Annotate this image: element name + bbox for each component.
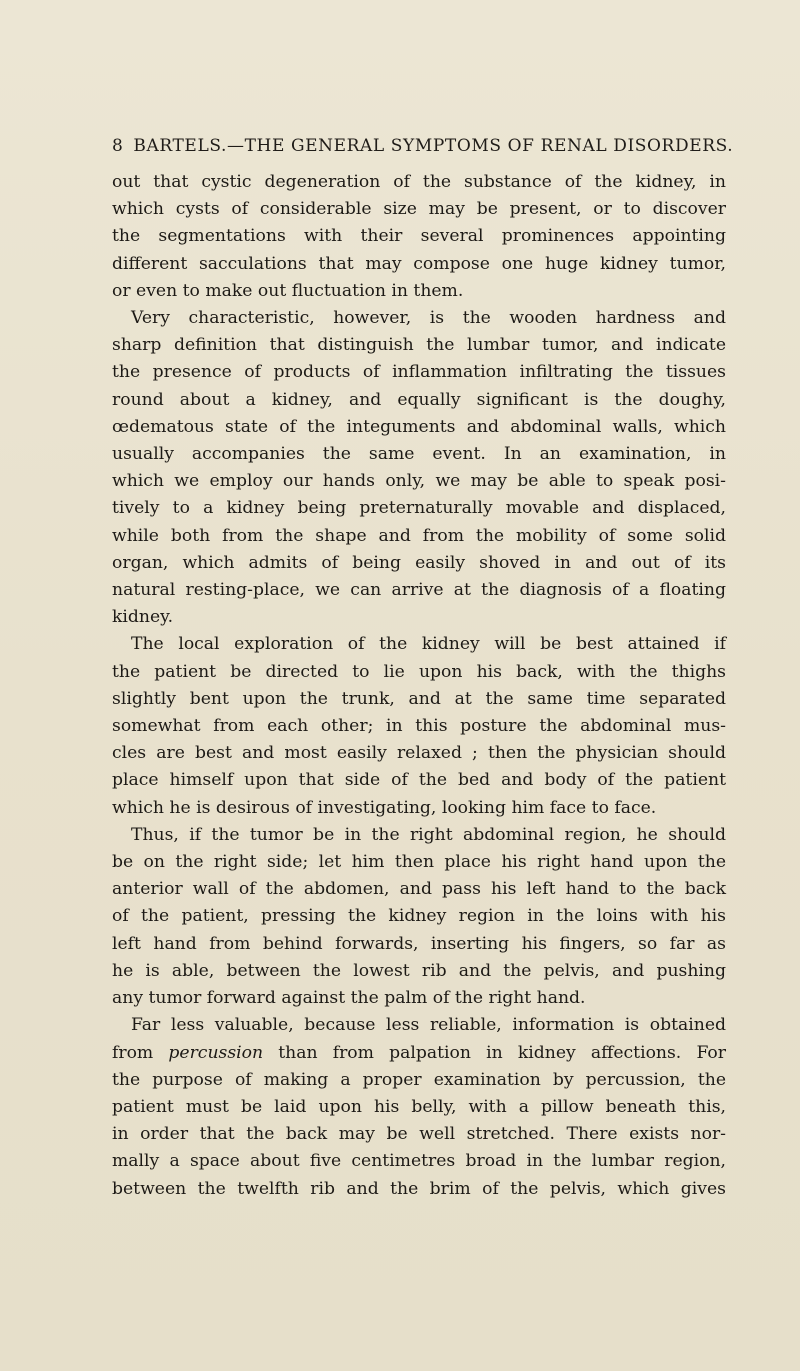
text-line: or even to make out fluctuation in them. (112, 280, 464, 301)
text-line: out that cystic degeneration of the substance of the kidney, in (112, 172, 726, 192)
text-line: different sacculations that may compose one huge kidney tumor, (112, 253, 726, 274)
text-line: which we employ our hands only, we may be able to speak posi- (112, 471, 726, 492)
text-line: the segmentations with their several prominences appointing (112, 226, 726, 247)
text-line: round about a kidney, and equally significant is the doughy, (112, 389, 726, 410)
inline-text: than from palpation in kidney affections. For (278, 1042, 726, 1063)
text-line: be on the right side; let him then place his right hand upon the (112, 852, 726, 873)
text-line: while both from the shape and from the mobility of some solid (112, 525, 726, 546)
text-line: natural resting-place, we can arrive at the diagnosis of a floating (112, 580, 726, 601)
running-title: BARTELS.—THE GENERAL SYMPTOMS OF RENAL DISORDERS. (133, 136, 734, 156)
text-line: anterior wall of the abdomen, and pass his left hand to the back (112, 879, 726, 900)
text-line: usually accompanies the same event. In an examination, in (112, 444, 726, 465)
text-line: kidney. (112, 607, 174, 628)
text-line: the purpose of making a proper examination by percussion, the (112, 1069, 726, 1090)
text-line: the presence of products of inflammation infiltrating the tissues (112, 362, 726, 383)
text-line: organ, which admits of being easily shoved in and out of its (112, 552, 726, 573)
text-line: he is able, between the lowest rib and the pelvis, and pushing (112, 960, 726, 981)
text-line: sharp definition that distinguish the lumbar tumor, and indicate (112, 335, 726, 356)
text-line: Far less valuable, because less reliable, information is obtained (131, 1015, 726, 1036)
text-line: any tumor forward against the palm of the right hand. (112, 988, 586, 1009)
italic-term-percussion: percussion (168, 1042, 264, 1063)
body-text (112, 169, 726, 1203)
text-line: patient must be laid upon his belly, with a pillow beneath this, (112, 1096, 726, 1117)
text-line: left hand from behind forwards, inserting his fingers, so far as (112, 933, 726, 954)
text-line: Very characteristic, however, is the wooden hardness and (131, 308, 726, 329)
text-line: between the twelfth rib and the brim of the pelvis, which gives (112, 1178, 726, 1199)
text-line: the patient be directed to lie upon his back, with the thighs (112, 661, 726, 682)
text-line: which he is desirous of investigating, looking him face to face. (112, 797, 657, 818)
running-head (112, 136, 734, 156)
text-line: slightly bent upon the trunk, and at the same time separated (112, 688, 726, 709)
text-line: somewhat from each other; in this posture the abdominal mus- (112, 716, 726, 737)
text-line: place himself upon that side of the bed and body of the patient (112, 770, 726, 791)
page-number: 8 (112, 136, 124, 156)
text-line-with-italic (112, 1040, 726, 1067)
text-line: mally a space about five centimetres broad in the lumbar region, (112, 1151, 726, 1172)
text-line: of the patient, pressing the kidney region in the loins with his (112, 906, 726, 927)
text-line: œdematous state of the integuments and abdominal walls, which (112, 416, 726, 437)
text-line: cles are best and most easily relaxed ; then the physician should (112, 743, 726, 764)
text-line: Thus, if the tumor be in the right abdominal region, he should (131, 824, 726, 845)
inline-word: from (112, 1042, 154, 1063)
text-line: in order that the back may be well stretched. There exists nor- (112, 1124, 726, 1145)
text-line: which cysts of considerable size may be present, or to discover (112, 199, 726, 220)
text-line: The local exploration of the kidney will be best attained if (131, 634, 726, 655)
text-line: tively to a kidney being preternaturally movable and displaced, (112, 498, 726, 519)
